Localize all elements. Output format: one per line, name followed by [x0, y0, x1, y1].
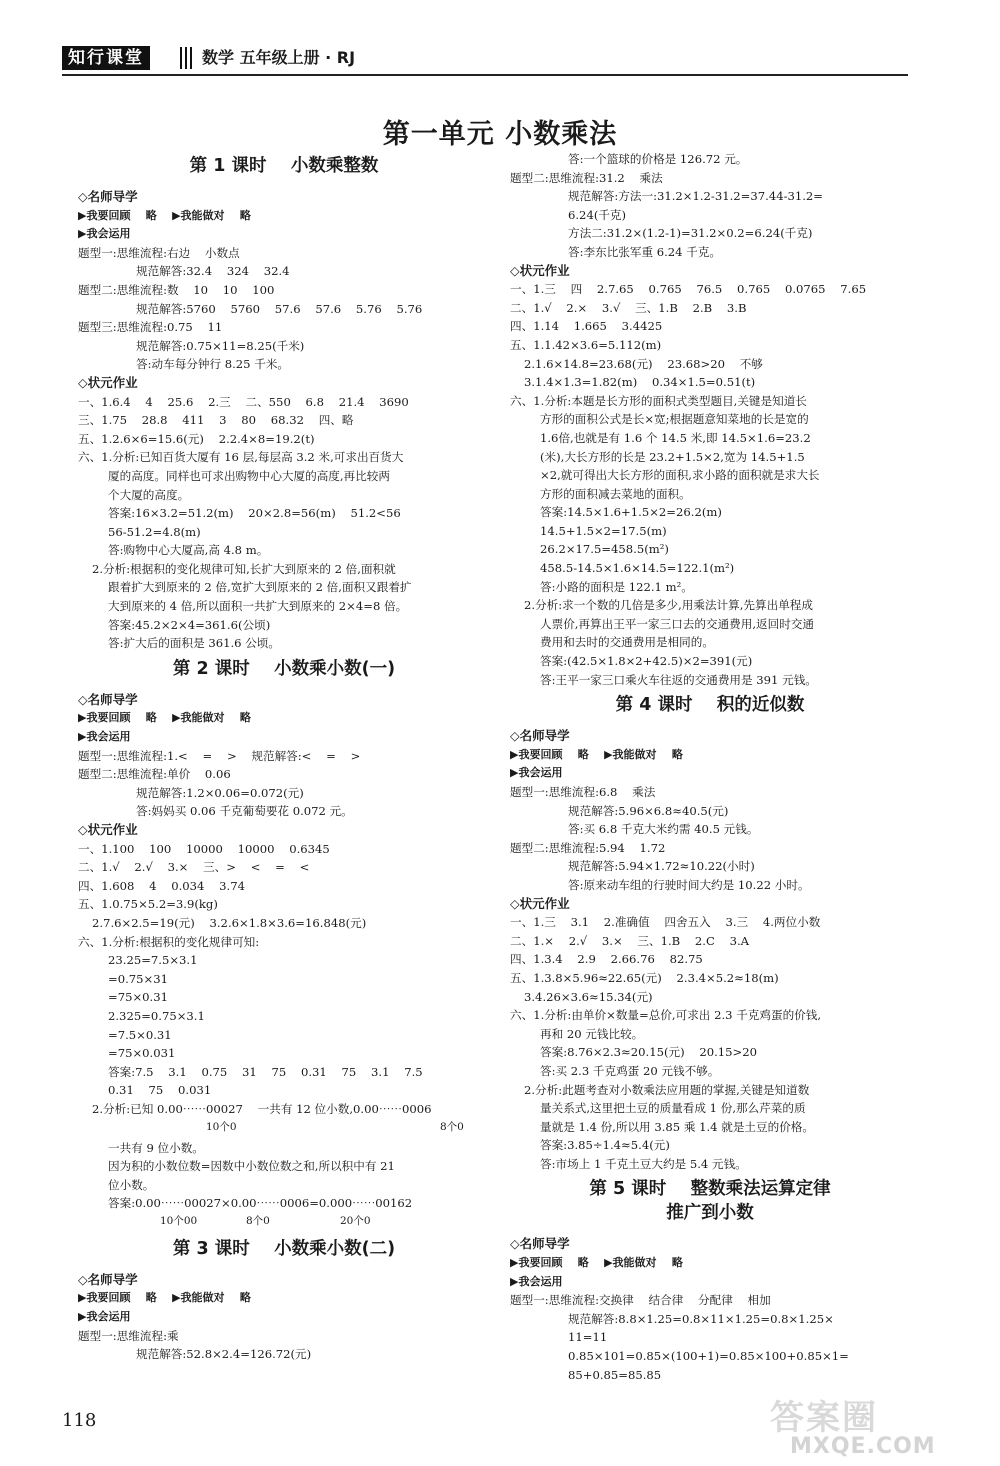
answer-line: 五、1.1.42×3.6=5.112(m)	[510, 337, 662, 352]
digit-count-annotation	[78, 1119, 490, 1139]
watermark-logo	[770, 1390, 985, 1462]
answer-line: 方形的面积公式是长×宽;根据题意知菜地的长是宽的	[540, 412, 809, 427]
answer-line: 规范解答:1.2×0.06=0.072(元)	[136, 785, 304, 800]
answer-line: 3.4.26×3.6≈15.34(元)	[524, 989, 653, 1004]
answer-line: 答:扩大后的面积是 361.6 公顷。	[108, 636, 280, 651]
subsection-heading: ▶我要回顾 略 ▶我能做对 略	[78, 208, 251, 222]
answer-line: 1.6倍,也就是有 1.6 个 14.5 米,即 14.5×1.6=23.2	[540, 430, 811, 445]
subsection-heading: ▶我会运用	[510, 766, 563, 780]
unit-title: 第一单元 小数乘法	[382, 119, 618, 150]
answer-line: 答:买 2.3 千克鸡蛋 20 元钱不够。	[540, 1063, 720, 1078]
answer-line: 五、1.0.75×5.2=3.9(kg)	[78, 897, 218, 912]
answer-line: =7.5×0.31	[108, 1027, 172, 1042]
page-number: 118	[62, 1410, 97, 1431]
left-column	[78, 150, 490, 1364]
answer-line: 厦的高度。同样也可求出购物中心大厦的高度,再比较两	[108, 468, 390, 483]
answer-line: 规范解答:8.8×1.25=0.8×11×1.25=0.8×1.25×	[568, 1311, 834, 1326]
answer-line: 六、1.分析:本题是长方形的面积式类型题目,关键是知道长	[510, 393, 807, 408]
subsection-heading: ▶我要回顾 略 ▶我能做对 略	[78, 711, 251, 725]
section-heading: ◇名师导学	[78, 691, 138, 707]
answer-line: 题型二:思维流程:31.2 乘法	[510, 170, 663, 185]
answer-line: 答案:16×3.2=51.2(m) 20×2.8=56(m) 51.2<56	[108, 506, 401, 521]
answer-line: 85+0.85=85.85	[568, 1367, 662, 1382]
lesson-title: 第 3 课时 小数乘小数(二)	[172, 1238, 396, 1259]
answer-line: 题型二:思维流程:数 10 10 100	[78, 282, 275, 297]
watermark-url: MXQE.COM	[790, 1434, 936, 1459]
answer-line: 2.分析:求一个数的几倍是多少,用乘法计算,先算出单程成	[524, 598, 813, 613]
answer-line: 因为积的小数位数=因数中小数位数之和,所以积中有 21	[108, 1159, 395, 1174]
section-heading: ◇名师导学	[78, 1271, 138, 1287]
subsection-heading: ▶我会运用	[510, 1274, 563, 1288]
answer-line: 个大厦的高度。	[108, 487, 190, 502]
answer-line: ×2,就可得出大长方形的面积,求小路的面积就是求大长	[540, 468, 820, 483]
answer-line: 规范解答:5.96×6.8≈40.5(元)	[568, 803, 729, 818]
answer-line: 规范解答:5.94×1.72≈10.22(小时)	[568, 859, 755, 874]
answer-line: 题型一:思维流程:乘	[78, 1328, 179, 1343]
answer-line: 五、1.2.6×6=15.6(元) 2.2.4×8=19.2(t)	[78, 431, 315, 446]
section-heading: ◇名师导学	[510, 728, 570, 744]
answer-line: 2.分析:已知 0.00⋯⋯00027 一共有 12 位小数,0.00⋯⋯0006	[92, 1101, 432, 1116]
answer-line: 规范解答:0.75×11=8.25(千米)	[136, 338, 305, 353]
lesson-title: 第 1 课时 小数乘整数	[189, 156, 379, 176]
answer-line: 答:买 6.8 千克大米约需 40.5 元钱。	[568, 822, 759, 837]
answer-line: 题型二:思维流程:5.94 1.72	[510, 840, 666, 855]
answer-line: 6.24(千克)	[568, 207, 627, 222]
subsection-heading: ▶我要回顾 略 ▶我能做对 略	[510, 747, 683, 761]
answer-line: 四、1.14 1.665 3.4425	[510, 319, 663, 334]
answer-line: 14.5+1.5×2=17.5(m)	[540, 523, 667, 538]
digit-count-annotation	[78, 1213, 490, 1233]
answer-line: 一、1.三 3.1 2.准确值 四舍五入 3.三 4.两位小数	[510, 915, 821, 930]
answer-line: 人票价,再算出王平一家三口去的交通费用,返回时交通	[540, 616, 815, 631]
answer-line: 答:市场上 1 千克土豆大约是 5.4 元钱。	[540, 1156, 747, 1171]
answer-line: 方法二:31.2×(1.2-1)=31.2×0.2=6.24(千克)	[568, 226, 813, 241]
section-heading: ◇名师导学	[510, 1236, 570, 1252]
answer-line: 2.分析:此题考查对小数乘法应用题的掌握,关键是知道数	[524, 1082, 810, 1097]
answer-line: 答:妈妈买 0.06 千克葡萄要花 0.072 元。	[136, 804, 353, 819]
answer-line: 三、1.75 28.8 411 3 80 68.32 四、略	[78, 413, 354, 428]
answer-line: 458.5-14.5×1.6×14.5=122.1(m²)	[540, 561, 735, 576]
answer-line: 答:一个篮球的价格是 126.72 元。	[568, 152, 748, 166]
answer-line: 答案:(42.5×1.8×2+42.5)×2=391(元)	[540, 654, 753, 669]
lesson-title: 第 2 课时 小数乘小数(一)	[172, 658, 396, 679]
answer-line: 量关系式,这里把土豆的质量看成 1 份,那么芹菜的质	[540, 1101, 806, 1116]
right-column	[510, 150, 910, 1384]
header-divider-bars	[180, 47, 196, 69]
section-heading: ◇状元作业	[510, 262, 570, 278]
brace-label: 8个0	[440, 1120, 464, 1133]
watermark-text: 答案圈	[770, 1398, 878, 1438]
answer-line: 四、1.3.4 2.9 2.66.76 82.75	[510, 952, 703, 967]
lesson-title: 第 4 课时 积的近似数	[615, 695, 805, 716]
answer-line: 规范解答:52.8×2.4=126.72(元)	[136, 1347, 312, 1362]
answer-line: 答:动车每分钟行 8.25 千米。	[136, 357, 290, 372]
answer-line: 答案:8.76×2.3≈20.15(元) 20.15>20	[540, 1045, 758, 1060]
answer-line: 六、1.分析:根据积的变化规律可知:	[78, 934, 260, 949]
answer-line: 2.325=0.75×3.1	[108, 1008, 205, 1023]
answer-line: 四、1.608 4 0.034 3.74	[78, 878, 245, 893]
answer-line: 一、1.6.4 4 25.6 2.三 二、550 6.8 21.4 3690	[78, 394, 409, 409]
answer-line: 二、1.√ 2.√ 3.× 三、> < = <	[78, 860, 310, 875]
answer-line: 题型一:思维流程:右边 小数点	[78, 245, 240, 260]
book-logo: 知行课堂	[62, 46, 150, 70]
answer-line: 题型一:思维流程:6.8 乘法	[510, 785, 656, 799]
answer-line: 题型一:思维流程:1.< = > 规范解答:< = >	[78, 748, 361, 763]
brace-label: 8个0	[246, 1214, 270, 1227]
answer-line: 六、1.分析:由单价×数量=总价,可求出 2.3 千克鸡蛋的价钱,	[510, 1008, 822, 1023]
answer-line: 一、1.三 四 2.7.65 0.765 76.5 0.765 0.0765 7.65	[510, 282, 867, 297]
answer-line: 一、1.100 100 10000 10000 0.6345	[78, 841, 330, 856]
page-header	[62, 44, 908, 76]
answer-line: 23.25=7.5×3.1	[108, 953, 198, 968]
brace-label: 10个0	[206, 1120, 237, 1133]
answer-line: 答案:0.00⋯⋯00027×0.00⋯⋯0006=0.000⋯⋯00162	[108, 1196, 413, 1211]
answer-line: 题型二:思维流程:单价 0.06	[78, 767, 231, 782]
brace-label: 20个0	[340, 1214, 371, 1227]
answer-line: =0.75×31	[108, 971, 168, 986]
answer-line: 11=11	[568, 1330, 608, 1345]
answer-line: 2.7.6×2.5=19(元) 3.2.6×1.8×3.6=16.848(元)	[92, 915, 367, 930]
answer-line: 答案:7.5 3.1 0.75 31 75 0.31 75 3.1 7.5	[108, 1064, 423, 1079]
subsection-heading: ▶我会运用	[78, 730, 131, 744]
answer-line: 56-51.2=4.8(m)	[108, 524, 201, 539]
section-heading: ◇状元作业	[510, 895, 570, 911]
answer-line: 五、1.3.8×5.96≈22.65(元) 2.3.4×5.2≈18(m)	[510, 970, 779, 985]
subsection-heading: ▶我会运用	[78, 227, 131, 241]
answer-line: (米),大长方形的长是 23.2+1.5×2,宽为 14.5+1.5	[540, 449, 805, 464]
answer-line: 二、1.× 2.√ 3.× 三、1.B 2.C 3.A	[510, 933, 750, 948]
answer-line: 答:购物中心大厦高,高 4.8 m。	[108, 543, 269, 558]
book-subtitle: 数学 五年级上册 · RJ	[202, 48, 356, 67]
answer-line: 规范解答:32.4 324 32.4	[136, 264, 290, 279]
answer-line: 答:王平一家三口乘火车往返的交通费用是 391 元钱。	[540, 672, 817, 687]
answer-line: 答案:45.2×2×4=361.6(公顷)	[108, 617, 271, 632]
subsection-heading: ▶我要回顾 略 ▶我能做对 略	[78, 1291, 251, 1305]
answer-line: 跟着扩大到原来的 2 倍,宽扩大到原来的 2 倍,面积又跟着扩	[108, 580, 412, 595]
answer-line: 答:李东比张军重 6.24 千克。	[568, 244, 722, 259]
answer-line: 答:原来动车组的行驶时间大约是 10.22 小时。	[568, 877, 810, 892]
answer-line: 量就是 1.4 份,所以用 3.85 乘 1.4 就是土豆的价格。	[540, 1119, 814, 1134]
answer-line: 规范解答:5760 5760 57.6 57.6 5.76 5.76	[136, 301, 423, 316]
answer-line: 一共有 9 位小数。	[108, 1140, 204, 1155]
brace-label: 10个00	[160, 1214, 198, 1227]
answer-line: 大到原来的 4 倍,所以面积一共扩大到原来的 2×4=8 倍。	[108, 599, 408, 614]
answer-line: 费用和去时的交通费用是相同的。	[540, 635, 714, 650]
answer-line: 位小数。	[108, 1177, 155, 1192]
answer-line: =75×0.031	[108, 1046, 176, 1061]
lesson-title: 第 5 课时 整数乘法运算定律 推广到小数	[589, 1179, 831, 1224]
answer-line: 3.1.4×1.3=1.82(m) 0.34×1.5=0.51(t)	[524, 375, 756, 390]
section-heading: ◇状元作业	[78, 822, 138, 837]
answer-line: 再和 20 元钱比较。	[540, 1026, 644, 1041]
answer-line: 规范解答:方法一:31.2×1.2-31.2=37.44-31.2=	[568, 189, 824, 204]
subsection-heading: ▶我会运用	[78, 1310, 131, 1324]
answer-line: 2.分析:根据积的变化规律可知,长扩大到原来的 2 倍,面积就	[92, 561, 396, 576]
answer-line: 答案:14.5×1.6+1.5×2=26.2(m)	[540, 505, 722, 520]
answer-line: 六、1.分析:已知百货大厦有 16 层,每层高 3.2 米,可求出百货大	[78, 450, 404, 465]
subsection-heading: ▶我要回顾 略 ▶我能做对 略	[510, 1256, 683, 1270]
answer-line: 二、1.√ 2.× 3.√ 三、1.B 2.B 3.B	[510, 300, 747, 315]
answer-line: 2.1.6×14.8=23.68(元) 23.68>20 不够	[524, 356, 763, 371]
answer-line: 答:小路的面积是 122.1 m²。	[540, 579, 693, 594]
answer-line: 方形的面积减去菜地的面积。	[540, 486, 691, 501]
answer-line: 题型一:思维流程:交换律 结合律 分配律 相加	[510, 1293, 771, 1308]
answer-line: =75×0.31	[108, 990, 168, 1005]
answer-line: 答案:3.85÷1.4≈5.4(元)	[540, 1138, 670, 1153]
answer-line: 0.85×101=0.85×(100+1)=0.85×100+0.85×1=	[568, 1349, 849, 1364]
answer-line: 0.31 75 0.031	[108, 1083, 212, 1098]
section-heading: ◇名师导学	[78, 189, 138, 204]
answer-line: 26.2×17.5=458.5(m²)	[540, 542, 669, 557]
section-heading: ◇状元作业	[78, 374, 138, 390]
answer-line: 题型三:思维流程:0.75 11	[78, 320, 223, 335]
